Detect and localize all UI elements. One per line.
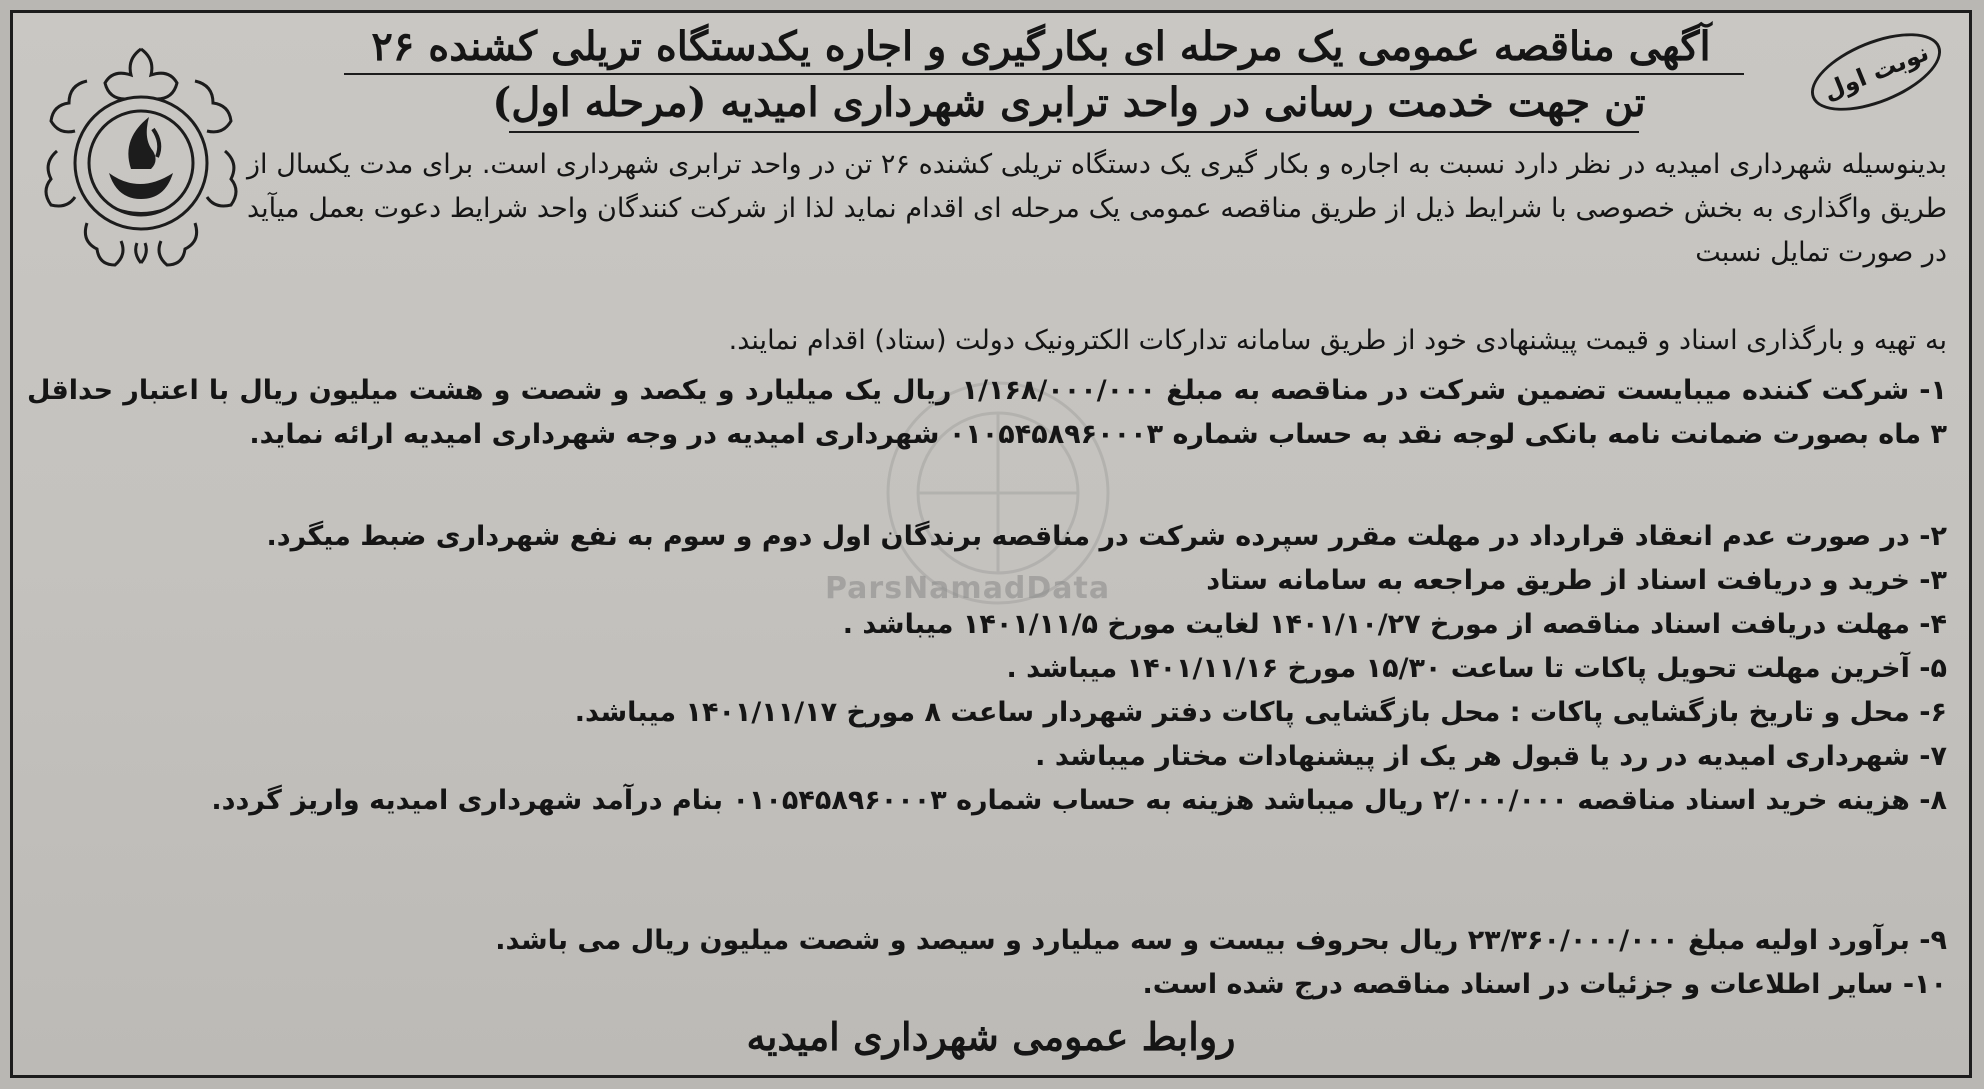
condition-item-9: ۹- برآورد اولیه مبلغ ۲۳/۳۶۰/۰۰۰/۰۰۰ ریال بحروف بیست و سه میلیارد و سیصد و شصت میلیون ریال می باشد. bbox=[495, 925, 1947, 956]
footer-signature: روابط عمومی شهرداری امیدیه bbox=[746, 1014, 1236, 1059]
title-underline-2 bbox=[509, 131, 1639, 133]
intro-paragraph-end: به تهیه و بارگذاری اسناد و قیمت پیشنهادی خود از طریق سامانه تدارکات الکترونیک دولت (ستاد) اقدام نمایند. bbox=[728, 325, 1947, 356]
title-underline-1 bbox=[344, 73, 1744, 75]
intro-paragraph: بدینوسیله شهرداری امیدیه در نظر دارد نسبت به اجاره و بکار گیری یک دستگاه تریلی کشنده ۲۶ تن در واحد ترابری شهرداری است. برای مدت یکسال از طریق واگذاری به بخش خصوصی با شرایط ذیل از طریق مناقصه عمومی یک مرحله ای اقدام نماید لذا از شرکت کنندگان واحد شرایط دعوت بعمل میآید در صورت تمایل نسبت bbox=[247, 149, 1947, 268]
condition-item-6: ۶- محل و تاریخ بازگشایی پاکات : محل بازگشایی پاکات دفتر شهردار ساعت ۸ مورخ ۱۴۰۱/۱۱/۱۷ میباشد. bbox=[574, 697, 1947, 728]
condition-item-3: ۳- خرید و دریافت اسناد از طریق مراجعه به سامانه ستاد bbox=[1206, 565, 1947, 596]
condition-item-4: ۴- مهلت دریافت اسناد مناقصه از مورخ ۱۴۰۱/۱۰/۲۷ لغایت مورخ ۱۴۰۱/۱۱/۵ میباشد . bbox=[842, 609, 1947, 640]
badge-label: نوبت اول bbox=[1819, 38, 1933, 106]
watermark-text: ParsNamadData bbox=[825, 571, 1111, 606]
notice-title-line-2: تن جهت خدمت رسانی در واحد ترابری شهرداری امیدیه (مرحله اول) bbox=[492, 79, 1646, 126]
condition-item-10: ۱۰- سایر اطلاعات و جزئیات در اسناد مناقصه درج شده است. bbox=[1142, 969, 1947, 1000]
condition-item-8: ۸- هزینه خرید اسناد مناقصه ۲/۰۰۰/۰۰۰ ریال میباشد هزینه به حساب شماره ۰۱۰۵۴۵۸۹۶۰۰۰۳ بنام درآمد شهرداری امیدیه واریز گردد. bbox=[211, 785, 1947, 816]
tender-notice bbox=[10, 10, 1972, 1078]
condition-item-7: ۷- شهرداری امیدیه در رد یا قبول هر یک از پیشنهادات مختار میباشد . bbox=[1035, 741, 1947, 772]
municipality-emblem-icon bbox=[35, 41, 247, 273]
condition-item-2: ۲- در صورت عدم انعقاد قرارداد در مهلت مقرر سپرده شرکت در مناقصه برندگان اول دوم و سوم به نفع شهرداری ضبط میگرد. bbox=[266, 521, 1947, 552]
condition-item-1: ۱- شرکت کننده میبایست تضمین شرکت در مناقصه به مبلغ ۱/۱۶۸/۰۰۰/۰۰۰ ریال یک میلیارد و یکصد و شصت و هشت میلیون ریال با اعتبار حداقل ۳ ماه بصورت ضمانت نامه بانکی لوجه نقد به حساب شماره ۰۱۰۵۴۵۸۹۶۰۰۰۳ شهرداری امیدیه در وجه شهرداری امیدیه ارائه نماید. bbox=[27, 375, 1947, 450]
notice-round-badge bbox=[1800, 17, 1951, 126]
condition-item-5: ۵- آخرین مهلت تحویل پاکات تا ساعت ۱۵/۳۰ مورخ ۱۴۰۱/۱۱/۱۶ میباشد . bbox=[1006, 653, 1947, 684]
notice-title-line-1: آگهی مناقصه عمومی یک مرحله ای بکارگیری و اجاره یکدستگاه تریلی کشنده ۲۶ bbox=[371, 23, 1711, 70]
